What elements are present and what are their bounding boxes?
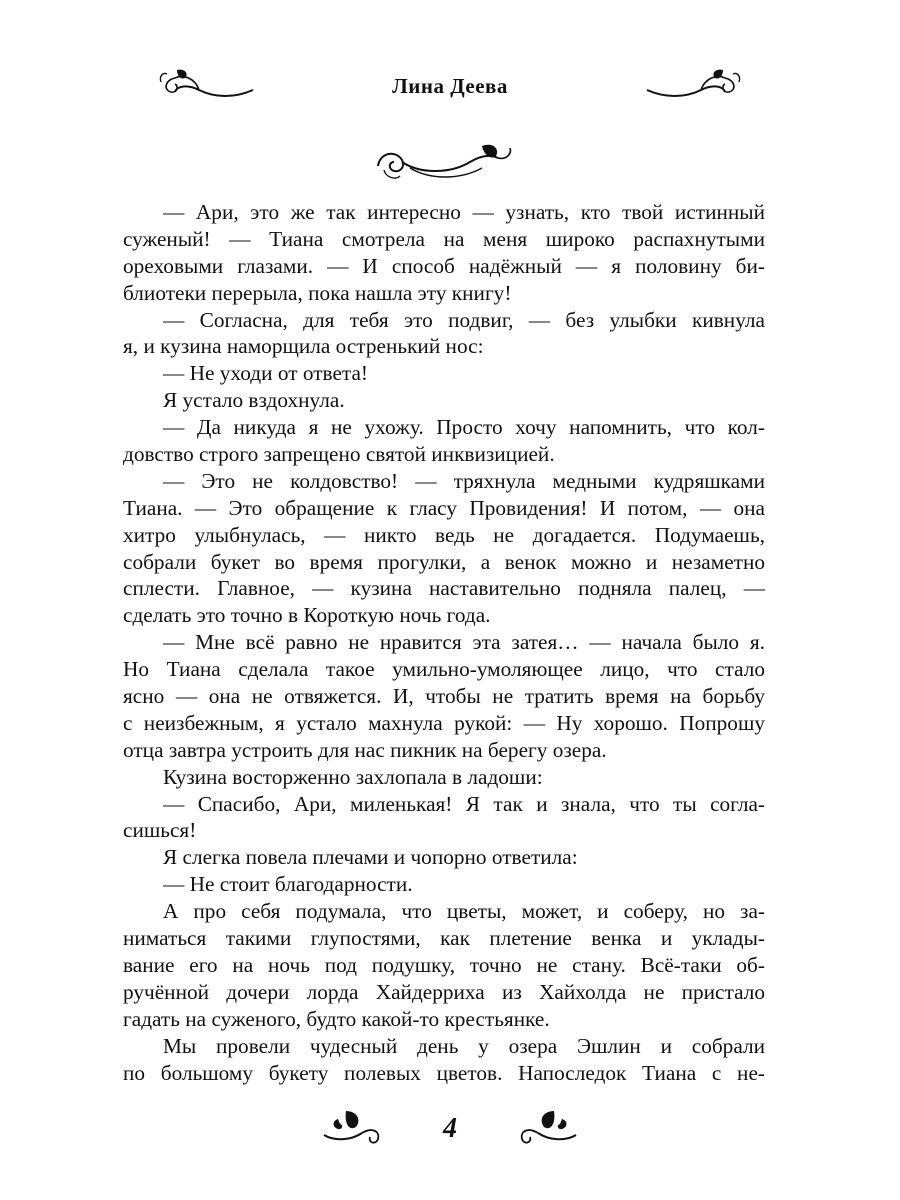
text-line: Кузина восторженно захлопала в ладоши:	[163, 764, 543, 789]
text-line: отца завтра устроить для нас пикник на берегу озера.	[123, 737, 607, 762]
text-line: — Мне всё равно не нравится эта затея… — начала было я.	[163, 630, 765, 655]
footer-flourish-right-icon	[510, 1105, 580, 1154]
text-line: сделать это точно в Короткую ночь года.	[123, 603, 491, 628]
text-line: вание его на ночь под подушку, точно не стану. Всё-таки об-	[123, 952, 765, 977]
running-header	[150, 62, 750, 112]
text-line: — Спасибо, Ари, миленькая! Я так и знала, что ты согла-	[163, 791, 765, 816]
text-line: я, и кузина наморщила остренький нос:	[123, 334, 484, 359]
text-line: собрали букет во время прогулки, а венок можно и незаметно	[123, 549, 765, 574]
text-line: — Да никуда я не ухожу. Просто хочу напомнить, что кол-	[163, 415, 765, 440]
page-footer	[320, 1105, 580, 1155]
text-line: гадать на суженого, будто какой-то крестьянке.	[123, 1006, 550, 1031]
text-line: Я слегка повела плечами и чопорно ответила:	[163, 845, 578, 870]
text-line: А про себя подумала, что цветы, может, и соберу, но за-	[163, 899, 765, 924]
text-line: по большому букету полевых цветов. Напоследок Тиана с не-	[123, 1060, 765, 1085]
page-number: 4	[443, 1113, 457, 1144]
text-line: ручённой дочери лорда Хайдерриха из Хайхолда не пристало	[123, 979, 765, 1004]
text-line: — Это не колдовство! — тряхнула медными кудряшками	[163, 468, 765, 493]
text-line: сишься!	[123, 818, 197, 843]
text-line: Мы провели чудесный день у озера Эшлин и собрали	[163, 1033, 765, 1058]
text-line: сплести. Главное, — кузина наставительно подняла палец, —	[123, 576, 765, 601]
flourish-ornament-right-icon	[645, 64, 745, 104]
text-line: Но Тиана сделала такое умильно-умоляющее лицо, что стало	[123, 657, 765, 682]
text-line: Тиана. — Это обращение к гласу Провидения! И потом, — она	[123, 495, 765, 520]
text-line: довство строго запрещено святой инквизицией.	[123, 442, 555, 467]
text-line: — Согласна, для тебя это подвиг, — без улыбки кивнула	[163, 307, 765, 332]
text-line: — Ари, это же так интересно — узнать, кто твой истинный	[163, 200, 765, 224]
text-line: блиотеки перерыла, пока нашла эту книгу!	[123, 280, 512, 305]
text-line: — Не уходи от ответа!	[163, 361, 369, 386]
text-line: суженый! — Тиана смотрела на меня широко распахнутыми	[123, 226, 765, 251]
text-line: ниматься такими глупостями, как плетение венка и уклады-	[123, 926, 765, 951]
chapter-flourish-icon	[370, 140, 520, 191]
text-line: хитро улыбнулась, — никто ведь не догадается. Подумаешь,	[123, 522, 765, 547]
text-line: ясно — она не отвяжется. И, чтобы не тратить время на борьбу	[123, 684, 765, 709]
text-line: Я устало вздохнула.	[163, 388, 345, 413]
body-text	[123, 199, 765, 1086]
text-line: — Не стоит благодарности.	[163, 872, 413, 897]
text-line: с неизбежным, я устало махнула рукой: — Ну хорошо. Попрошу	[123, 710, 765, 735]
author-name: Лина Деева	[392, 74, 508, 98]
text-line: ореховыми глазами. — И способ надёжный — я половину би-	[123, 253, 765, 278]
